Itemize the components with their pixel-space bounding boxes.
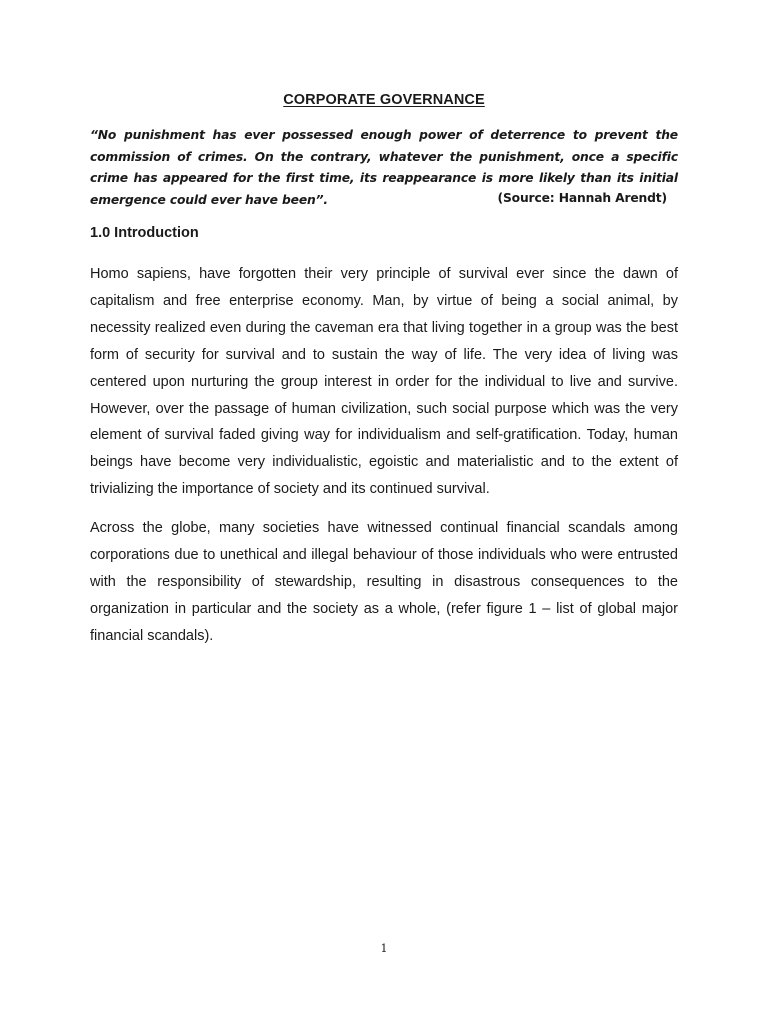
body-paragraph: Homo sapiens, have forgotten their very principle of survival ever since the dawn of capitalism and free enterprise economy. Man, by virtue of being a social animal, by necessity realized even during the caveman era that living together in a group was the best form of security for survival and to sustain the way of life. The very idea of living was centered upon nurturing the group interest in order for the individual to live and survive. However, over the passage of human civilization, such social purpose which was the very element of survival faded giving way for individualism and self-gratification. Today, human beings have become very individualistic, egoistic and materialistic and to the extent of trivializing the importance of society and its continued survival.	[90, 266, 678, 498]
body-paragraph: Across the globe, many societies have witnessed continual financial scandals among corporations due to unethical and illegal behaviour of those individuals who were entrusted with the responsibility of stewardship, resulting in disastrous consequences to the organization in particular and the society as a whole, (refer figure 1 – list of global major financial scandals).	[90, 520, 678, 644]
document-title: CORPORATE GOVERNANCE	[283, 92, 485, 108]
quote-source: (Source: Hannah Arendt)	[497, 191, 667, 205]
epigraph-quote: “No punishment has ever possessed enough power of deterrence to prevent the commission of crimes. On the contrary, whatever the punishment, once a specific crime has appeared for the first time, its reappearance is more likely than its initial emergence could ever have been”.	[90, 128, 678, 207]
section-heading: 1.0 Introduction	[90, 225, 199, 241]
page-number: 1	[380, 942, 388, 955]
